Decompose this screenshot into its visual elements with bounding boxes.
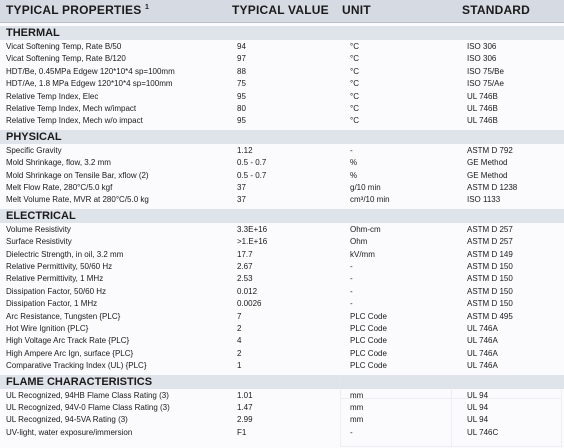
property-cell: Hot Wire Ignition {PLC} — [6, 324, 89, 333]
value-cell: 2.53 — [237, 274, 253, 284]
unit-cell: - — [350, 262, 353, 271]
unit-cell: Ohm-cm — [350, 224, 381, 234]
header-unit: UNIT — [342, 3, 371, 17]
standard-cell: UL 746B — [467, 116, 498, 126]
unit-cell: - — [350, 145, 353, 155]
standard-cell: GE Method — [467, 158, 508, 168]
property-cell: Relative Temp Index, Elec — [6, 91, 99, 101]
section-band — [0, 209, 564, 223]
header-standard: STANDARD — [462, 3, 531, 17]
standard-cell: UL 746A — [467, 361, 498, 371]
unit-cell: Ohm — [350, 237, 368, 247]
standard-cell: ASTM D 495 — [467, 311, 513, 321]
unit-cell: % — [350, 158, 358, 168]
unit-cell: % — [350, 170, 358, 180]
unit-cell: PLC Code — [350, 336, 387, 346]
standard-cell: UL 746A — [467, 348, 498, 358]
standard-cell: ISO 306 — [467, 42, 497, 51]
value-cell: 17.7 — [237, 249, 253, 259]
property-cell: Melt Flow Rate, 280°C/5.0 kgf — [6, 183, 113, 192]
standard-cell: UL 94 — [467, 403, 489, 412]
property-cell: High Voltage Arc Track Rate {PLC} — [6, 336, 130, 346]
value-cell: F1 — [237, 427, 247, 437]
unit-cell: °C — [350, 104, 359, 113]
value-cell: 37 — [237, 195, 246, 205]
value-cell: 2 — [237, 324, 242, 333]
section-title: PHYSICAL — [6, 130, 62, 143]
property-cell: Relative Permittivity, 1 MHz — [6, 274, 104, 284]
standard-cell: ASTM D 150 — [467, 274, 513, 284]
property-cell: Relative Permittivity, 50/60 Hz — [6, 262, 113, 271]
background-faint-grid — [340, 375, 562, 447]
standard-cell: UL 746B — [467, 104, 498, 113]
standard-cell: ISO 1133 — [467, 195, 501, 205]
property-cell: UL Recognized, 94V-0 Flame Class Rating (3) — [6, 403, 170, 412]
property-cell: UL Recognized, 94-5VA Rating (3) — [6, 415, 128, 425]
value-cell: 1.47 — [237, 403, 253, 412]
standard-cell: ISO 75/Be — [467, 66, 504, 76]
table-row — [0, 360, 564, 372]
footnote-marker: 1 — [144, 4, 150, 11]
unit-cell: °C — [350, 66, 359, 76]
property-cell: Dissipation Factor, 50/60 Hz — [6, 286, 107, 296]
unit-cell: g/10 min — [350, 183, 381, 192]
property-cell: Surface Resistivity — [6, 237, 72, 247]
unit-cell: kV/mm — [350, 249, 375, 259]
value-cell: 94 — [237, 42, 246, 51]
table-header — [0, 0, 564, 23]
property-cell: Relative Temp Index, Mech w/impact — [6, 104, 137, 113]
table-row — [0, 311, 564, 323]
section-title: THERMAL — [6, 27, 60, 39]
table-row — [0, 78, 564, 90]
standard-cell: ISO 75/Ae — [467, 79, 504, 89]
section-band — [0, 130, 564, 144]
table-row — [0, 273, 564, 285]
unit-cell: °C — [350, 54, 359, 64]
section-title: ELECTRICAL — [6, 209, 76, 222]
section-band — [0, 26, 564, 40]
header-properties-label: TYPICAL PROPERTIES — [6, 3, 142, 17]
property-cell: Melt Volume Rate, MVR at 280°C/5.0 kg — [6, 195, 149, 205]
standard-cell: GE Method — [467, 170, 508, 180]
property-cell: Volume Resistivity — [6, 224, 71, 234]
property-cell: Mold Shrinkage, flow, 3.2 mm — [6, 158, 111, 168]
value-cell: 2 — [237, 348, 242, 358]
unit-cell: - — [350, 286, 353, 296]
property-cell: Mold Shrinkage on Tensile Bar, xflow (2) — [6, 170, 149, 180]
unit-cell: - — [350, 274, 353, 284]
table-row — [0, 103, 564, 115]
unit-cell: - — [350, 427, 353, 437]
standard-cell: ASTM D 149 — [467, 249, 513, 259]
standard-cell: UL 94 — [467, 415, 489, 425]
property-cell: HDT/Be, 0.45MPa Edgew 120*10*4 sp=100mm — [6, 66, 175, 76]
value-cell: 3.3E+16 — [237, 224, 268, 234]
value-cell: 80 — [237, 104, 246, 113]
unit-cell: °C — [350, 42, 359, 51]
property-cell: High Ampere Arc Ign, surface {PLC} — [6, 348, 134, 358]
unit-cell: mm — [350, 403, 364, 412]
unit-cell: cm³/10 min — [350, 195, 390, 205]
property-cell: UV-light, water exposure/immersion — [6, 427, 133, 437]
property-cell: Vicat Softening Temp, Rate B/50 — [6, 42, 122, 51]
standard-cell: UL 746B — [467, 91, 498, 101]
standard-cell: ASTM D 1238 — [467, 183, 518, 192]
table-row — [0, 249, 564, 261]
property-cell: Relative Temp Index, Mech w/o impact — [6, 116, 143, 126]
standard-cell: UL 746A — [467, 324, 498, 333]
value-cell: 0.5 - 0.7 — [237, 170, 267, 180]
unit-cell: PLC Code — [350, 361, 387, 371]
standard-cell: UL 94 — [467, 390, 489, 400]
value-cell: 0.5 - 0.7 — [237, 158, 267, 168]
standard-cell: ASTM D 150 — [467, 286, 513, 296]
unit-cell: mm — [350, 390, 364, 400]
unit-cell: °C — [350, 116, 359, 126]
table-row — [0, 66, 564, 78]
value-cell: 1.01 — [237, 390, 253, 400]
table-row — [0, 91, 564, 103]
value-cell: 1.12 — [237, 145, 253, 155]
value-cell: 0.012 — [237, 286, 258, 296]
table-row — [0, 286, 564, 298]
standard-cell: ASTM D 257 — [467, 224, 513, 234]
value-cell: 7 — [237, 311, 242, 321]
unit-cell: PLC Code — [350, 324, 387, 333]
standard-cell: ASTM D 792 — [467, 145, 513, 155]
standard-cell: ISO 306 — [467, 54, 497, 64]
header-value: TYPICAL VALUE — [232, 3, 329, 17]
value-cell: 1 — [237, 361, 242, 371]
property-cell: Specific Gravity — [6, 145, 62, 155]
table-row — [0, 323, 564, 335]
table-row — [0, 53, 564, 65]
table-row — [0, 335, 564, 347]
table-row — [0, 261, 564, 273]
table-row — [0, 298, 564, 310]
property-cell: Dielectric Strength, in oil, 3.2 mm — [6, 249, 124, 259]
property-cell: Arc Resistance, Tungsten {PLC} — [6, 311, 121, 321]
table-row — [0, 170, 564, 182]
value-cell: 97 — [237, 54, 246, 64]
value-cell: 2.99 — [237, 415, 253, 425]
table-row — [0, 145, 564, 157]
unit-cell: PLC Code — [350, 348, 387, 358]
value-cell: 37 — [237, 183, 246, 192]
table-row — [0, 194, 564, 206]
unit-cell: - — [350, 299, 353, 309]
value-cell: 2.67 — [237, 262, 253, 271]
header-properties — [6, 3, 149, 17]
unit-cell: mm — [350, 415, 364, 425]
standard-cell: ASTM D 150 — [467, 299, 513, 309]
standard-cell: UL 746C — [467, 427, 499, 437]
value-cell: 88 — [237, 66, 246, 76]
section-title: FLAME CHARACTERISTICS — [6, 375, 153, 388]
unit-cell: PLC Code — [350, 311, 387, 321]
standard-cell: ASTM D 150 — [467, 262, 513, 271]
unit-cell: °C — [350, 79, 359, 89]
table-row — [0, 348, 564, 360]
standard-cell: ASTM D 257 — [467, 237, 513, 247]
table-row — [0, 115, 564, 127]
value-cell: 95 — [237, 91, 246, 101]
property-cell: HDT/Ae, 1.8 MPa Edgew 120*10*4 sp=100mm — [6, 79, 173, 89]
value-cell: 95 — [237, 116, 246, 126]
property-cell: Vicat Softening Temp, Rate B/120 — [6, 54, 126, 64]
table-row — [0, 157, 564, 169]
value-cell: 75 — [237, 79, 246, 89]
table-row — [0, 236, 564, 248]
property-cell: UL Recognized, 94HB Flame Class Rating (3) — [6, 390, 169, 400]
standard-cell: UL 746A — [467, 336, 498, 346]
property-cell: Comparative Tracking Index (UL) {PLC} — [6, 361, 147, 371]
value-cell: >1.E+16 — [237, 237, 268, 247]
table-row — [0, 224, 564, 236]
property-cell: Dissipation Factor, 1 MHz — [6, 299, 98, 309]
unit-cell: °C — [350, 91, 359, 101]
value-cell: 4 — [237, 336, 242, 346]
table-row — [0, 182, 564, 194]
value-cell: 0.0026 — [237, 299, 262, 309]
table-row — [0, 41, 564, 53]
